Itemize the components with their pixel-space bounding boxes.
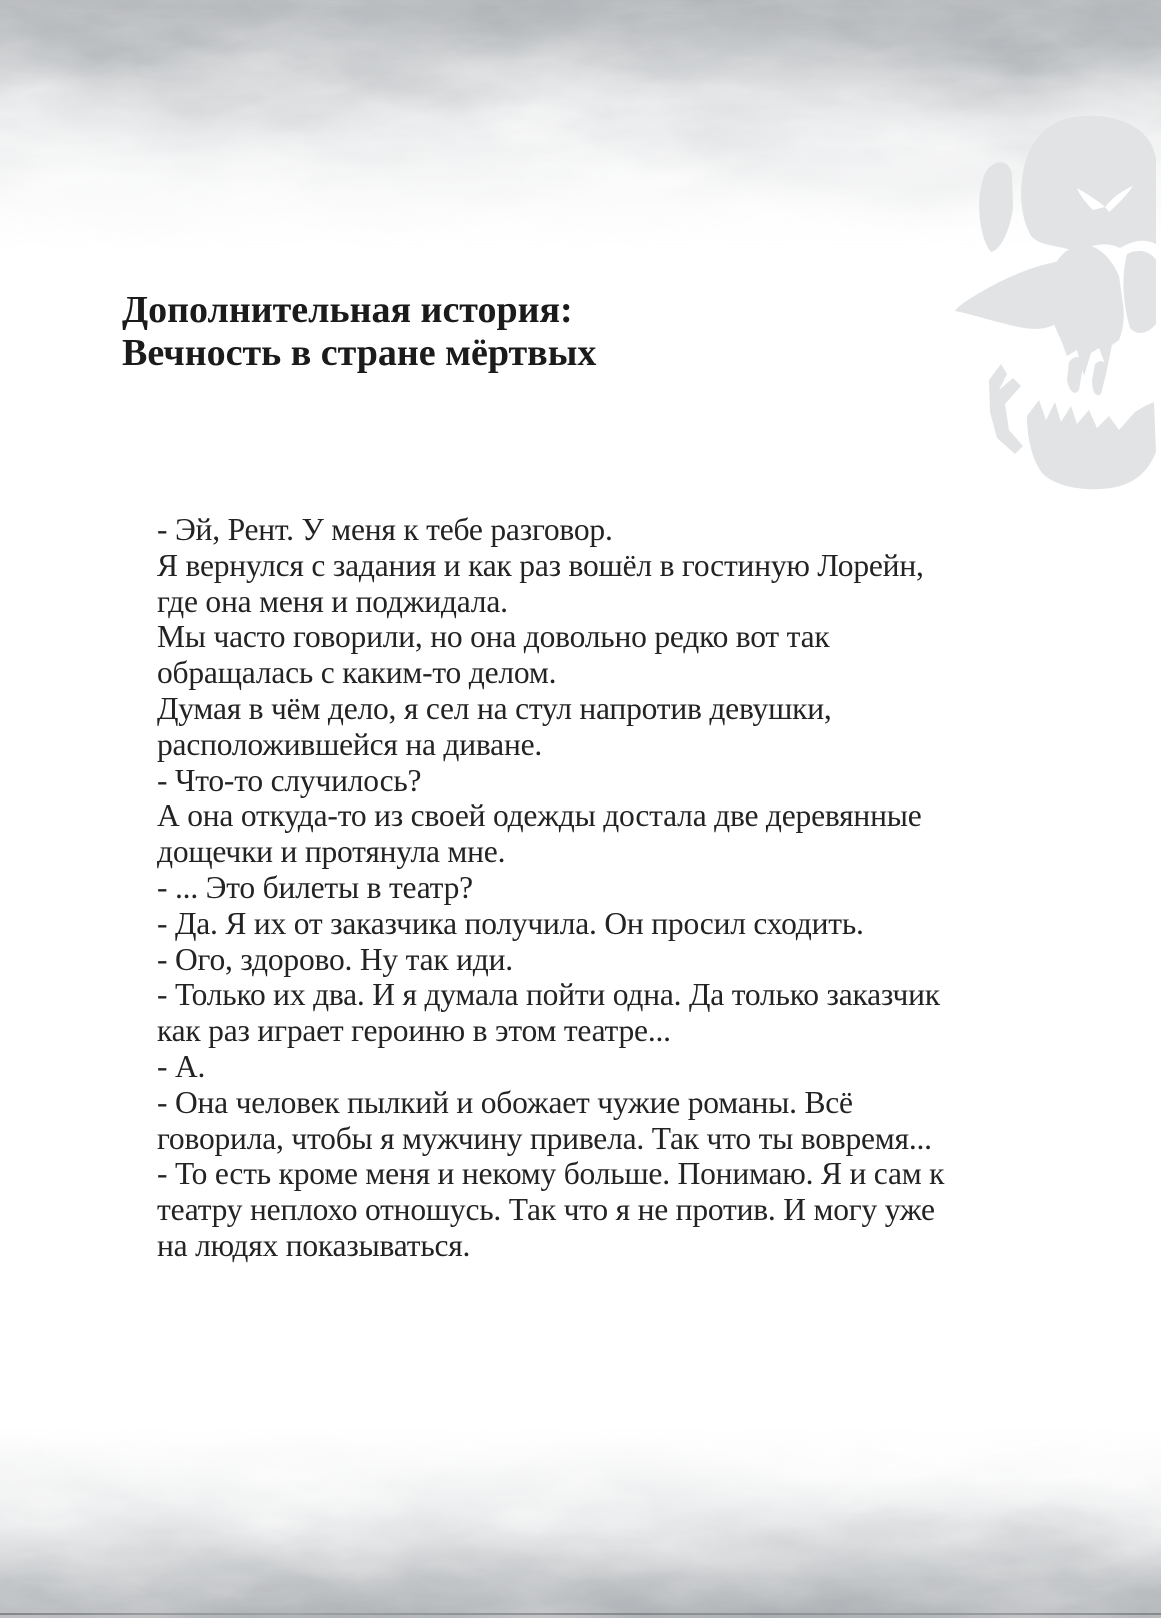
story-line: - Что-то случилось? (157, 762, 422, 798)
story-line: Мы часто говорили, но она довольно редко вот так (157, 619, 830, 655)
story-line: - Эй, Рент. У меня к тебе разговор. (157, 512, 613, 547)
chapter-title-line-1: Дополнительная история: (122, 289, 573, 331)
story-line: Я вернулся с задания и как раз вошёл в гостиную Лорейн, (157, 547, 924, 583)
story-line: как раз играет героиню в этом театре... (157, 1013, 671, 1049)
story-line: - Она человек пылкий и обожает чужие романы. Всё (157, 1084, 853, 1120)
story-line: - Ого, здорово. Ну так иди. (157, 941, 513, 977)
page-edge-shadow (0, 1613, 1161, 1615)
story-line: - То есть кроме меня и некому больше. Понимаю. Я и сам к (157, 1156, 945, 1192)
story-line: где она меня и поджидала. (157, 583, 508, 619)
story-line: Думая в чём дело, я сел на стул напротив девушки, (157, 690, 832, 726)
skull-icon (949, 112, 1161, 492)
grunge-texture-bottom (0, 1428, 1161, 1618)
story-line: театру неплохо отношусь. Так что я не против. И могу уже (157, 1192, 935, 1228)
chapter-title (122, 289, 596, 375)
grunge-texture-top-svg (0, 0, 1161, 250)
story-line: А она откуда-то из своей одежды достала две деревянные (157, 798, 922, 834)
grunge-texture-top (0, 0, 1161, 250)
story-line: на людях показываться. (157, 1227, 471, 1263)
story-line: - Только их два. И я думала пойти одна. Да только заказчик (157, 977, 940, 1013)
story-line: дощечки и протянула мне. (157, 834, 506, 870)
story-line: - Да. Я их от заказчика получила. Он просил сходить. (157, 905, 864, 941)
story-line: расположившейся на диване. (157, 726, 543, 762)
grunge-tint-top (0, 0, 1161, 140)
grunge-tint-bottom (0, 1498, 1161, 1618)
story-line: - А. (157, 1048, 206, 1084)
chapter-title-line-2: Вечность в стране мёртвых (122, 332, 597, 374)
story-line: обращалась с каким-то делом. (157, 655, 557, 691)
story-line: говорила, чтобы я мужчину привела. Так что ты вовремя... (157, 1120, 932, 1156)
story-text (157, 512, 1017, 1264)
story-line: - ... Это билеты в театр? (157, 869, 473, 905)
skull-icon-svg (949, 112, 1161, 492)
grunge-texture-bottom-svg (0, 1428, 1161, 1618)
